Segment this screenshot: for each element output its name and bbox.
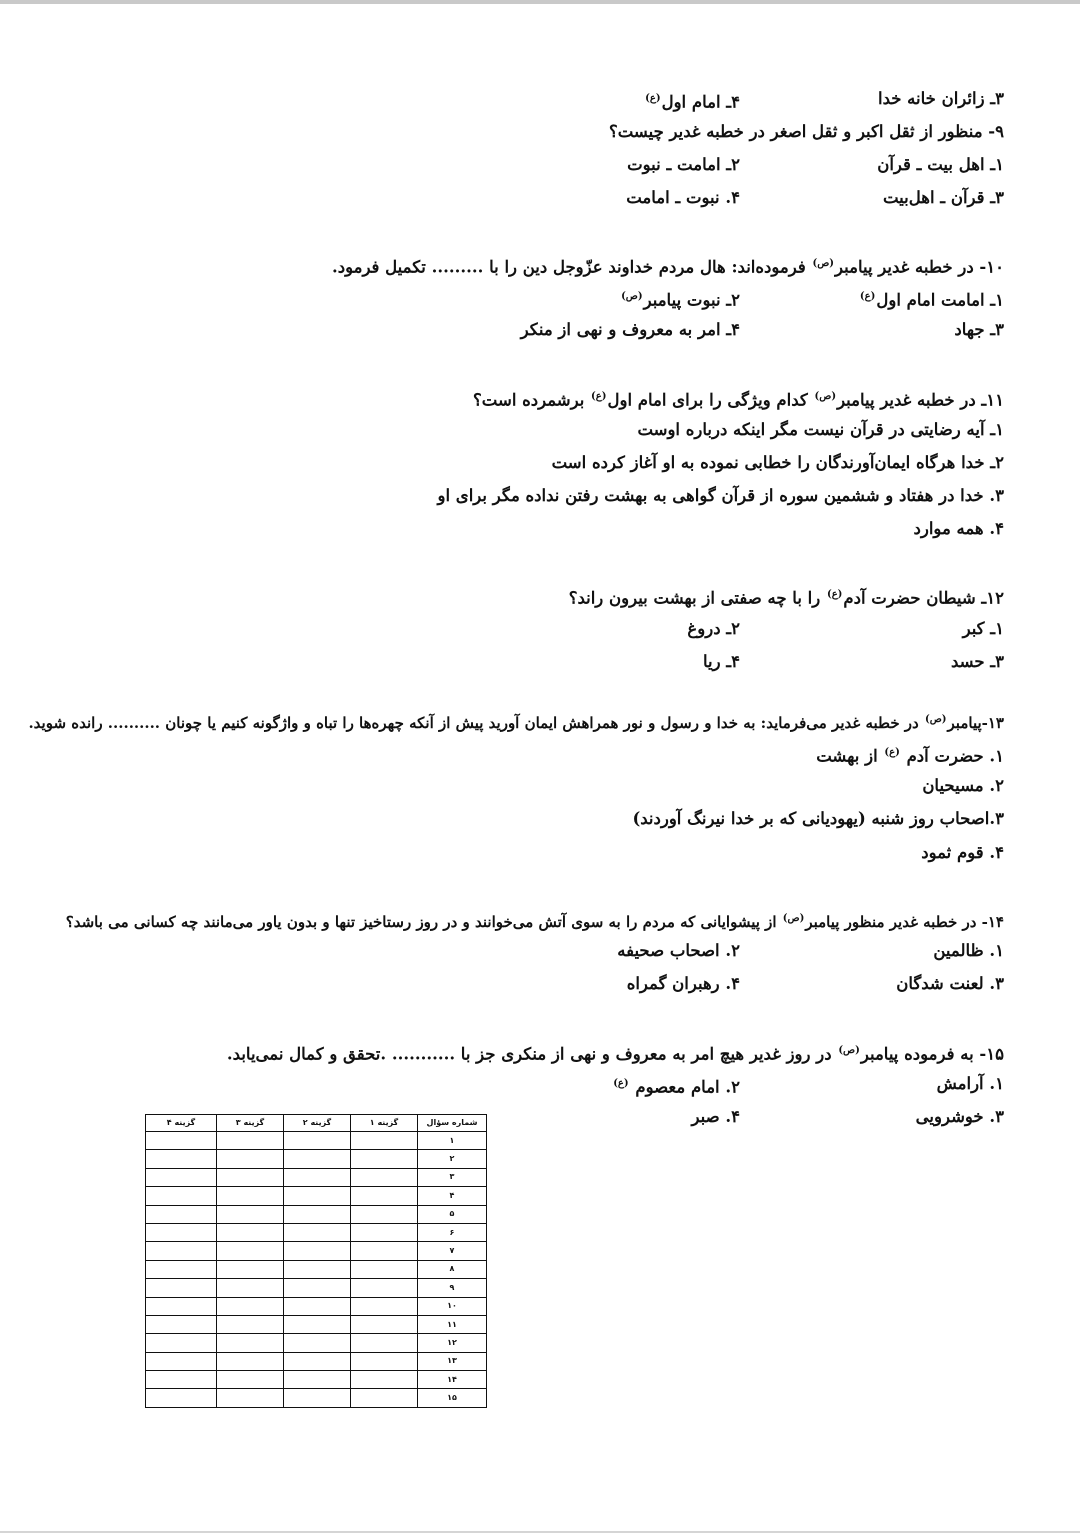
table-row <box>146 1279 487 1297</box>
answer-cell-option-1[interactable] <box>351 1168 418 1186</box>
answer-cell-option-2[interactable] <box>284 1279 351 1297</box>
header-option-2: گزینه ۲ <box>284 1115 351 1132</box>
q13-option-1-text-a: ۱. حضرت آدم <box>900 746 1004 766</box>
row-number-cell: ۵ <box>418 1205 487 1223</box>
q8-option-3: ۳ـ زائران خانه خدا <box>877 89 1004 108</box>
answer-cell-option-1[interactable] <box>351 1352 418 1370</box>
q9-option-2: ۲ـ امامت ـ نبوت <box>627 155 740 174</box>
q11-text-a: ۱۱ـ در خطبه غدیر پیامبر <box>837 390 1004 410</box>
q15-sup: (ص) <box>838 1045 860 1056</box>
answer-cell-option-4[interactable] <box>146 1389 217 1407</box>
answer-cell-option-3[interactable] <box>217 1260 284 1278</box>
q15-option-1: ۱. آرامش <box>936 1074 1004 1093</box>
table-row <box>146 1242 487 1260</box>
q12-option-1: ۱ـ کبر <box>962 619 1004 638</box>
q12-option-3: ۳ـ حسد <box>950 652 1004 671</box>
answer-cell-option-1[interactable] <box>351 1205 418 1223</box>
answer-cell-option-3[interactable] <box>217 1297 284 1315</box>
q11-text-c: برشمرده است؟ <box>473 390 591 410</box>
q10-question <box>332 253 1004 279</box>
answer-cell-option-3[interactable] <box>217 1279 284 1297</box>
header-option-3: گزینه ۳ <box>217 1115 284 1132</box>
answer-cell-option-2[interactable] <box>284 1205 351 1223</box>
q9-option-1: ۱ـ اهل بیت ـ قرآن <box>877 155 1004 174</box>
row-number-cell: ۱۳ <box>418 1352 487 1370</box>
answer-cell-option-3[interactable] <box>217 1223 284 1241</box>
answer-cell-option-3[interactable] <box>217 1389 284 1407</box>
answer-cell-option-3[interactable] <box>217 1150 284 1168</box>
answer-cell-option-3[interactable] <box>217 1352 284 1370</box>
row-number-cell: ۸ <box>418 1260 487 1278</box>
answer-cell-option-1[interactable] <box>351 1187 418 1205</box>
table-row <box>146 1352 487 1370</box>
table-row <box>146 1389 487 1407</box>
q8-option-4-sup: (ع) <box>645 93 661 104</box>
row-number-cell: ۲ <box>418 1150 487 1168</box>
table-row <box>146 1260 487 1278</box>
answer-cell-option-2[interactable] <box>284 1371 351 1389</box>
q13-question <box>28 709 1004 734</box>
answer-cell-option-1[interactable] <box>351 1389 418 1407</box>
header-option-1: گزینه ۱ <box>351 1115 418 1132</box>
answer-cell-option-4[interactable] <box>146 1334 217 1352</box>
answer-cell-option-4[interactable] <box>146 1223 217 1241</box>
q15-option-3: ۳. خوشرویی <box>915 1107 1004 1126</box>
q10-option-1 <box>859 286 1004 312</box>
q8-option-4-text: ۴ـ امام اول <box>661 92 740 112</box>
q15-text-b: در روز غدیر هیچ امر به معروف و نهی از منکری جز با ........... .تحقق و کمال نمی‌یابد. <box>226 1044 838 1064</box>
answer-cell-option-2[interactable] <box>284 1297 351 1315</box>
answer-cell-option-4[interactable] <box>146 1315 217 1333</box>
answer-cell-option-4[interactable] <box>146 1132 217 1150</box>
answer-cell-option-4[interactable] <box>146 1371 217 1389</box>
answer-cell-option-4[interactable] <box>146 1168 217 1186</box>
q15-option-2 <box>612 1073 740 1099</box>
row-number-cell: ۱۴ <box>418 1371 487 1389</box>
q10-text-b: فرموده‌اند: هال مردم خداوند عزّوجل دین را با ......... تکمیل فرمود. <box>331 257 812 277</box>
table-row <box>146 1132 487 1150</box>
header-question-number: شماره سؤال <box>418 1115 487 1132</box>
q10-option-1-text: ۱ـ امامت امام اول <box>876 290 1004 310</box>
answer-cell-option-3[interactable] <box>217 1315 284 1333</box>
table-row <box>146 1205 487 1223</box>
q9-question: ۹- منظور از ثقل اکبر و ثقل اصغر در خطبه غدیر چیست؟ <box>608 122 1004 141</box>
table-row <box>146 1334 487 1352</box>
answer-cell-option-2[interactable] <box>284 1150 351 1168</box>
q9-option-3: ۳ـ قرآن ـ اهل‌بیت <box>882 188 1004 207</box>
answer-sheet-table <box>145 1114 487 1408</box>
q13-option-4: ۴. قوم ثمود <box>921 843 1004 862</box>
q11-text-b: کدام ویژگی را برای امام اول <box>607 390 814 410</box>
table-row <box>146 1223 487 1241</box>
answer-cell-option-2[interactable] <box>284 1352 351 1370</box>
table-row <box>146 1150 487 1168</box>
header-option-4: گزینه ۴ <box>146 1115 217 1132</box>
q9-option-4: ۴. نبوت ـ امامت <box>626 188 740 207</box>
answer-cell-option-1[interactable] <box>351 1279 418 1297</box>
q10-sup: (ص) <box>812 258 835 269</box>
row-number-cell: ۱۰ <box>418 1297 487 1315</box>
q13-option-3: ۳.اصحاب روز شنبه (یهودیانی که بر خدا نیرنگ آوردند) <box>632 809 1004 828</box>
q10-option-2-text: ۲ـ نبوت پیامبر <box>643 290 740 310</box>
row-number-cell: ۱ <box>418 1132 487 1150</box>
q11-sup-2: (ع) <box>591 391 607 402</box>
answer-cell-option-1[interactable] <box>351 1297 418 1315</box>
q14-text-b: از پیشوایانی که مردم را به سوی آتش می‌خوانند و در روز رستاخیز تنها و بدون یاور می‌مانند چه کسانی می باشد؟ <box>65 913 782 931</box>
row-number-cell: ۷ <box>418 1242 487 1260</box>
q11-option-3: ۳. خدا در هفتاد و ششمین سوره از قرآن گواهی به بهشت رفتن نداده مگر برای او <box>437 486 1004 505</box>
q12-sup: (ع) <box>826 589 843 600</box>
q11-option-1: ۱ـ آیه رضایتی در قرآن نیست مگر اینکه درباره اوست <box>637 420 1004 439</box>
q14-option-3: ۳. لعنت شدگان <box>896 974 1004 993</box>
q13-option-1 <box>816 742 1004 768</box>
answer-cell-option-1[interactable] <box>351 1334 418 1352</box>
answer-cell-option-1[interactable] <box>351 1315 418 1333</box>
q15-text-a: ۱۵- به فرموده پیامبر <box>860 1044 1004 1064</box>
q15-option-2-text: ۲. امام معصوم <box>629 1077 740 1097</box>
row-number-cell: ۱۱ <box>418 1315 487 1333</box>
q13-sup: (ص) <box>924 714 947 725</box>
answer-cell-option-4[interactable] <box>146 1150 217 1168</box>
answer-cell-option-1[interactable] <box>351 1132 418 1150</box>
q14-option-1: ۱. ظالمین <box>933 941 1004 960</box>
q10-option-4: ۴ـ امر به معروف و نهی از منکر <box>520 320 740 339</box>
answer-cell-option-2[interactable] <box>284 1334 351 1352</box>
q13-option-1-sup: (ع) <box>884 747 900 758</box>
q10-text-a: ۱۰- در خطبه غدیر پیامبر <box>835 257 1004 277</box>
q12-text-b: را با چه صفتی از بهشت بیرون راند؟ <box>568 588 826 608</box>
q11-option-4: ۴. همه موارد <box>913 519 1004 538</box>
q10-option-1-sup: (ع) <box>859 291 876 302</box>
q15-option-2-sup: (ع) <box>613 1078 629 1089</box>
answer-cell-option-3[interactable] <box>217 1205 284 1223</box>
q8-option-4 <box>644 88 740 114</box>
q12-option-2: ۲ـ دروغ <box>687 619 740 638</box>
answer-cell-option-2[interactable] <box>284 1223 351 1241</box>
q10-option-2 <box>620 286 740 312</box>
answer-cell-option-4[interactable] <box>146 1242 217 1260</box>
q13-option-2: ۲. مسیحیان <box>922 776 1004 795</box>
answer-table-header-row <box>146 1115 487 1132</box>
row-number-cell: ۱۵ <box>418 1389 487 1407</box>
answer-cell-option-2[interactable] <box>284 1242 351 1260</box>
answer-cell-option-3[interactable] <box>217 1187 284 1205</box>
answer-cell-option-4[interactable] <box>146 1352 217 1370</box>
answer-cell-option-3[interactable] <box>217 1334 284 1352</box>
answer-cell-option-2[interactable] <box>284 1187 351 1205</box>
answer-cell-option-1[interactable] <box>351 1223 418 1241</box>
answer-cell-option-1[interactable] <box>351 1371 418 1389</box>
row-number-cell: ۴ <box>418 1187 487 1205</box>
q11-sup-1: (ص) <box>814 391 837 402</box>
answer-cell-option-2[interactable] <box>284 1132 351 1150</box>
q12-text-a: ۱۲ـ شیطان حضرت آدم <box>843 588 1004 608</box>
answer-cell-option-2[interactable] <box>284 1389 351 1407</box>
answer-cell-option-4[interactable] <box>146 1205 217 1223</box>
q15-question <box>227 1040 1004 1066</box>
q10-option-2-sup: (ص) <box>621 291 643 302</box>
q10-option-3: ۳ـ جهاد <box>954 320 1004 339</box>
answer-cell-option-3[interactable] <box>217 1168 284 1186</box>
q15-option-4: ۴. صبر <box>691 1107 740 1126</box>
table-row <box>146 1371 487 1389</box>
q12-option-4: ۴ـ ریا <box>702 652 740 671</box>
q13-text-a: ۱۳-پیامبر <box>947 714 1004 732</box>
row-number-cell: ۳ <box>418 1168 487 1186</box>
answer-cell-option-3[interactable] <box>217 1242 284 1260</box>
answer-cell-option-2[interactable] <box>284 1260 351 1278</box>
answer-cell-option-2[interactable] <box>284 1168 351 1186</box>
answer-cell-option-3[interactable] <box>217 1371 284 1389</box>
answer-cell-option-1[interactable] <box>351 1260 418 1278</box>
q11-option-2: ۲ـ خدا هرگاه ایمان‌آورندگان را خطابی نموده به او آغاز کرده است <box>551 453 1004 472</box>
q14-option-2: ۲. اصحاب صحیفه <box>617 941 740 960</box>
answer-table-body <box>146 1132 487 1408</box>
q13-option-1-text-b: از بهشت <box>816 746 884 766</box>
answer-cell-option-1[interactable] <box>351 1242 418 1260</box>
answer-cell-option-1[interactable] <box>351 1150 418 1168</box>
q11-question <box>473 386 1004 412</box>
top-border <box>0 0 1080 4</box>
q13-text-b: در خطبه غدیر می‌فرماید: به خدا و رسول و نور همراهش ایمان آورید پیش از آنکه چهره‌ها را تباه و واژگونه کنیم یا چونان .......... رانده شوید. <box>28 714 924 732</box>
table-row <box>146 1315 487 1333</box>
q14-text-a: ۱۴- در خطبه غدیر منظور پیامبر <box>805 913 1004 931</box>
answer-cell-option-4[interactable] <box>146 1260 217 1278</box>
q12-question <box>569 584 1004 610</box>
q14-sup: (ص) <box>782 913 805 924</box>
answer-cell-option-4[interactable] <box>146 1279 217 1297</box>
answer-cell-option-4[interactable] <box>146 1297 217 1315</box>
table-row <box>146 1297 487 1315</box>
answer-cell-option-2[interactable] <box>284 1315 351 1333</box>
q14-question <box>66 908 1004 933</box>
row-number-cell: ۱۲ <box>418 1334 487 1352</box>
row-number-cell: ۶ <box>418 1223 487 1241</box>
answer-cell-option-3[interactable] <box>217 1132 284 1150</box>
q14-option-4: ۴. رهبران گمراه <box>626 974 740 993</box>
answer-cell-option-4[interactable] <box>146 1187 217 1205</box>
row-number-cell: ۹ <box>418 1279 487 1297</box>
table-row <box>146 1168 487 1186</box>
table-row <box>146 1187 487 1205</box>
